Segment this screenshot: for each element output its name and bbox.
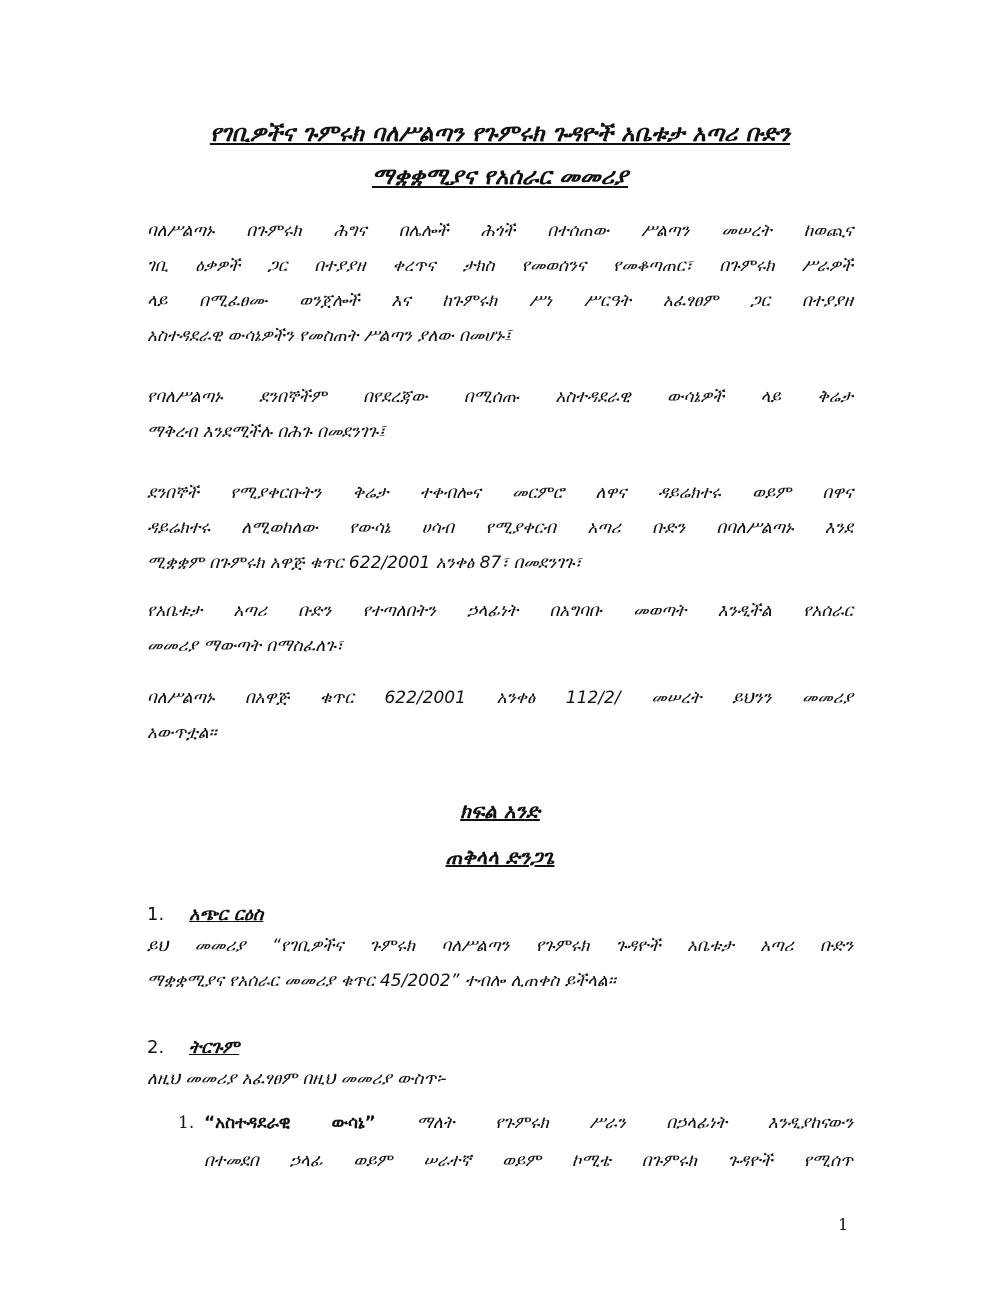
paragraph-line: ደንበኞች የሚያቀርቡትን ቅሬታ ተቀብሎና መርምሮ ለዋና ዳይሬክተሩ ወይም በዋና <box>147 483 853 503</box>
definition-text: ማለት የጉምሩክ ሥራን በኃላፊነት እንዲያከናውን <box>416 1113 853 1133</box>
preamble-paragraph <box>147 380 853 450</box>
defined-term: “አስተዳደራዊ ውሳኔ” <box>204 1113 376 1133</box>
paragraph-line: ባለሥልጣኑ በአዋጅ ቁጥር 622/2001 አንቀፅ 112/2/ መሠረት ይህንን መመሪያ <box>147 688 853 708</box>
paragraph-line: ገቢ ዕቃዎች ጋር በተያያዘ ቀረጥና ታክስ የመወሰንና የመቆጣጠር፣ በጉምሩክ ሥራዎች <box>147 256 853 276</box>
paragraph-line: ባለሥልጣኑ በጉምሩክ ሕግና በሌሎች ሕጎች በተሰጠው ሥልጣን መሠረት ከወጪና <box>147 221 853 241</box>
preamble-paragraph <box>147 594 853 664</box>
part-title-heading: ጠቅላላ ድንጋጌ <box>445 845 555 869</box>
paragraph-line: መመሪያ ማውጣት በማስፈለጉ፣ <box>147 636 343 656</box>
paragraph-line: ለዚህ መመሪያ አፈፃፀም በዚህ መመሪያ ውስጥ፡- <box>147 1069 447 1089</box>
paragraph-line: አስተዳደራዊ ውሳኔዎችን የመስጠት ሥልጣን ያለው በመሆኑ፤ <box>147 326 512 346</box>
list-item-number: 1. <box>178 1113 195 1133</box>
preamble-paragraph <box>147 476 853 581</box>
paragraph-line: የአቤቱታ አጣሪ ቡድን የተጣለበትን ኃላፊነት በአግባቡ መወጣት እንዲችል የአሰራር <box>147 601 853 621</box>
part-number-heading: ክፍል አንድ <box>460 799 540 823</box>
paragraph-line: ላይ በሚፈፀሙ ወንጀሎች እና ከጉምሩክ ሥነ ሥርዓት አፈፃፀም ጋር በተያያዘ <box>147 291 853 311</box>
document-title-line-2: ማቋቋሚያና የአሰራር መመሪያ <box>371 164 629 190</box>
document-title-line-1: የገቢዎችና ጉምሩክ ባለሥልጣን የጉምሩክ ጉዳዮች አቤቱታ አጣሪ ቡድን <box>209 121 791 147</box>
preamble-paragraph <box>147 214 853 354</box>
definition-list-item <box>178 1104 853 1180</box>
paragraph-line: ሚቋቋም በጉምሩክ አዋጅ ቁጥር 622/2001 አንቀፅ 87፣ በመደንገጉ፣ <box>147 553 582 573</box>
article-heading <box>147 901 263 929</box>
paragraph-line: ይህ መመሪያ “የገቢዎችና ጉምሩክ ባለሥልጣን የጉምሩክ ጉዳዮች አቤቱታ አጣሪ ቡድን <box>147 936 853 956</box>
paragraph-line: ማቋቋሚያና የአሰራር መመሪያ ቁጥር 45/2002” ተብሎ ሊጠቀስ ይችላል። <box>147 971 616 991</box>
article-title: ትርጉም <box>189 1037 240 1058</box>
list-item-line: በተመደበ ኃላፊ ወይም ሠራተኛ ወይም ኮሚቴ በጉምሩክ ጉዳዮች የሚሰጥ <box>204 1151 853 1171</box>
paragraph-line: አውጥቷል። <box>147 723 217 743</box>
article-heading <box>147 1034 239 1062</box>
paragraph-line: ዳይሬክተሩ ለሚወከለው የውሳኔ ሀሳብ የሚያቀርብ አጣሪ ቡድን በባለሥልጣኑ እንደ <box>147 518 853 538</box>
article-title: አጭር ርዕስ <box>189 904 264 925</box>
paragraph-line: ማቅረብ እንደሚችሉ በሕጉ በመደንገጉ፤ <box>147 422 386 442</box>
page-number: 1 <box>838 1215 849 1234</box>
article-number: 2. <box>147 1037 165 1058</box>
article-number: 1. <box>147 904 165 925</box>
article-paragraph <box>147 929 853 999</box>
paragraph-line: የባለሥልጣኑ ደንበኞችም በየደረጃው በሚሰጡ አስተዳደራዊ ውሳኔዎች ላይ ቅሬታ <box>147 387 853 407</box>
article-intro <box>147 1062 853 1097</box>
preamble-paragraph <box>147 681 853 751</box>
list-item-line <box>178 1104 853 1142</box>
